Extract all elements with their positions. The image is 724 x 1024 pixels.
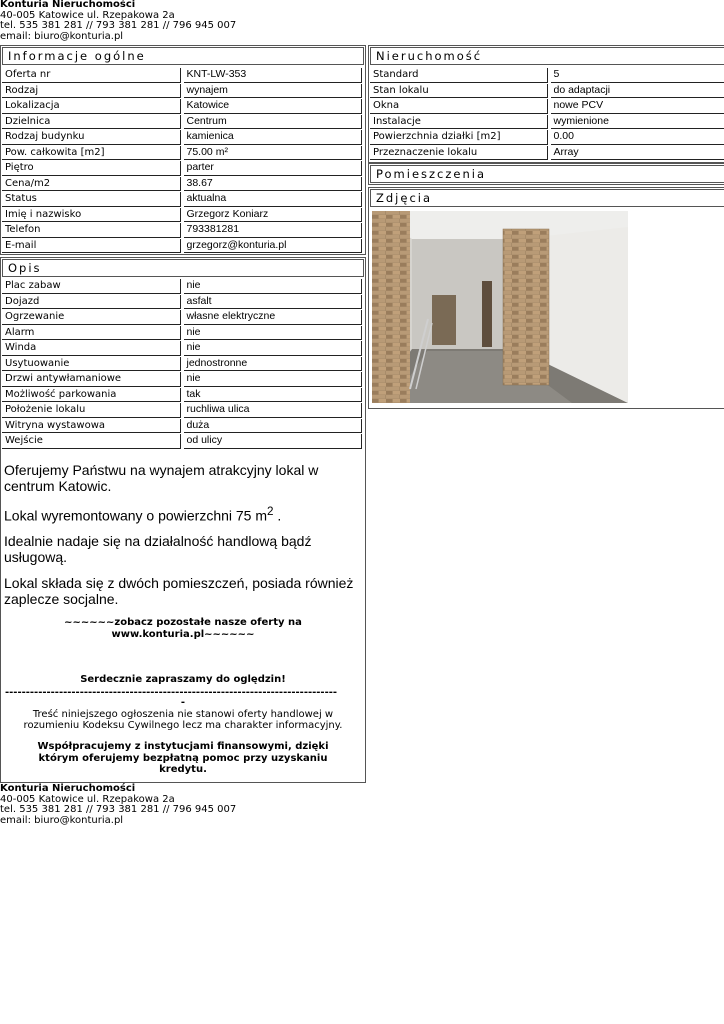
row-value: 5 [551,68,724,83]
row-label: Powierzchnia działki [m2] [370,130,548,145]
row-label: Instalacje [370,115,548,130]
row-value: Array [551,146,724,161]
row-label: Usytuowanie [2,357,181,372]
row-label: Oferta nr [2,68,181,83]
table-row [2,279,365,295]
row-label: Telefon [2,223,181,238]
footer-company-name: Konturia Nieruchomości [0,783,136,794]
table-row [370,99,724,115]
property-section [368,45,724,163]
footer-company-address: 40-005 Katowice ul. Rzepakowa 2a [0,793,175,805]
row-label: Status [2,192,181,207]
row-value: parter [184,161,363,176]
table-row [2,341,365,357]
row-value: wynajem [184,84,363,99]
company-footer [0,784,236,826]
row-value: aktualna [184,192,363,207]
row-value: ruchliwa ulica [184,403,363,418]
description-table [1,279,365,450]
table-row [2,161,365,177]
offers-link[interactable]: ~~~~~~zobacz pozostałe nasze oferty na www.konturia.pl~~~~~~ [64,617,302,641]
table-row [2,372,365,388]
row-label: Witryna wystawowa [2,419,181,434]
row-value: 0.00 [551,130,724,145]
table-row [2,146,365,162]
row-value: nowe PCV [551,99,724,114]
row-label: Rodzaj budynku [2,130,181,145]
row-label: Pow. całkowita [m2] [2,146,181,161]
row-value: 793381281 [184,223,363,238]
company-header [0,0,236,42]
row-label: Lokalizacja [2,99,181,114]
invite-text: Serdecznie zapraszamy do oględzin! [80,674,286,686]
property-table [369,68,724,161]
row-label: Okna [370,99,548,114]
description-area-text: Lokal wyremontowany o powierzchni 75 m [4,507,268,524]
row-label: Położenie lokalu [2,403,181,418]
description-paragraph: Oferujemy Państwu na wynajem atrakcyjny lokal w centrum Katowic. [4,461,319,494]
table-row [2,84,365,100]
row-value: grzegorz@konturia.pl [184,239,363,254]
row-value: nie [184,372,363,387]
table-row [370,84,724,100]
row-value: od ulicy [184,434,363,449]
row-label: Plac zabaw [2,279,181,294]
description-paragraph [4,504,362,524]
description-section [0,257,366,783]
company-name: Konturia Nieruchomości [0,0,136,10]
table-row [370,115,724,131]
row-label: Standard [370,68,548,83]
table-row [2,388,365,404]
table-row [2,177,365,193]
row-value: kamienica [184,130,363,145]
rooms-title: Pomieszczenia [370,165,724,183]
photos-title: Zdjęcia [370,189,724,207]
row-label: Możliwość parkowania [2,388,181,403]
description-area-end: . [273,507,282,524]
general-info-table [1,68,365,254]
table-row [370,130,724,146]
row-label: Wejście [2,434,181,449]
property-photo-image [372,211,628,403]
row-label: Ogrzewanie [2,310,181,325]
row-label: Alarm [2,326,181,341]
row-value: własne elektryczne [184,310,363,325]
table-row [2,403,365,419]
general-info-title: Informacje ogólne [2,47,364,65]
row-value: Centrum [184,115,363,130]
company-phone: tel. 535 381 281 // 793 381 281 // 796 945 007 [0,20,237,31]
row-label: Dojazd [2,295,181,310]
row-label: Stan lokalu [370,84,548,99]
description-text [1,462,365,608]
row-label: Rodzaj [2,84,181,99]
finance-text: Współpracujemy z instytucjami finansowymi, dzięki którym oferujemy bezpłatną pomoc przy uzyskaniu kredytu. [37,741,329,776]
row-value: KNT-LW-353 [184,68,363,83]
row-value: jednostronne [184,357,363,372]
table-row [370,146,724,162]
row-value: duża [184,419,363,434]
table-row [2,434,365,450]
table-row [2,68,365,84]
row-value: 38.67 [184,177,363,192]
row-value: asfalt [184,295,363,310]
table-row [2,239,365,255]
table-row [2,295,365,311]
table-row [370,68,724,84]
company-address: 40-005 Katowice ul. Rzepakowa 2a [0,9,175,21]
description-area-sup: 2 [267,504,274,518]
row-value: nie [184,326,363,341]
table-row [2,326,365,342]
table-row [2,310,365,326]
table-row [2,192,365,208]
row-label: Dzielnica [2,115,181,130]
table-row [2,130,365,146]
table-row [2,419,365,435]
row-label: Winda [2,341,181,356]
row-value: do adaptacji [551,84,724,99]
row-label: Drzwi antywłamaniowe [2,372,181,387]
row-label: Imię i nazwisko [2,208,181,223]
table-row [2,115,365,131]
divider-dash-end: - [180,697,186,709]
divider-dashes: -------------------------------------------------------------------------------- [5,688,338,699]
row-value: nie [184,279,363,294]
row-value: Katowice [184,99,363,114]
rooms-section [368,163,724,185]
general-info-section [0,45,366,255]
row-value: nie [184,341,363,356]
table-row [2,208,365,224]
table-row [2,223,365,239]
footer-company-phone: tel. 535 381 281 // 793 381 281 // 796 945 007 [0,804,237,815]
row-value: tak [184,388,363,403]
disclaimer-text: Treść niniejszego ogłoszenia nie stanowi oferty handlowej w rozumieniu Kodeksu Cywilnego lecz ma charakter informacyjny. [23,709,343,732]
description-paragraph: Lokal składa się z dwóch pomieszczeń, posiada również zaplecze socjalne. [4,575,354,608]
row-label: Przeznaczenie lokalu [370,146,548,161]
property-title: Nieruchomość [370,47,724,65]
description-paragraph: Idealnie nadaje się na działalność handlową bądź usługową. [4,533,312,566]
row-value: 75.00 m² [184,146,363,161]
row-label: Cena/m2 [2,177,181,192]
description-title: Opis [2,259,364,277]
company-email: email: biuro@konturia.pl [0,30,124,42]
row-label: E-mail [2,239,181,254]
table-row [2,357,365,373]
row-value: Grzegorz Koniarz [184,208,363,223]
table-row [2,99,365,115]
row-label: Piętro [2,161,181,176]
footer-company-email: email: biuro@konturia.pl [0,814,124,826]
property-photo[interactable] [372,211,628,403]
row-value: wymienione [551,115,724,130]
